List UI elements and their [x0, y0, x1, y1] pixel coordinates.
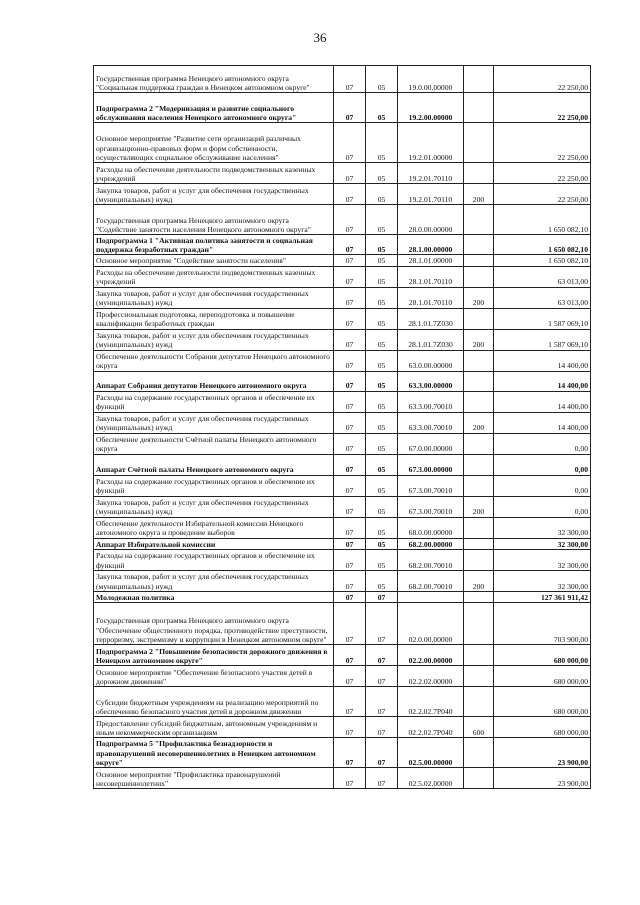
table-row — [94, 549, 591, 570]
expense-type-code-cell: 200 — [464, 184, 494, 205]
amount-cell: 14 400,00 — [494, 412, 591, 433]
target-item-code-cell: 68.0.00.00000 — [398, 517, 464, 538]
row-name-cell: Подпрограмма 5 "Профилактика безнадзорности и правонарушений несовершеннолетних в Ненецком автономном округе" — [94, 738, 334, 768]
section-code-cell: 07 — [334, 768, 366, 789]
table-row — [94, 391, 591, 412]
subsection-code-cell: 05 — [366, 538, 398, 549]
target-item-code-cell: 28.1.01.70110 — [398, 266, 464, 287]
amount-cell: 22 250,00 — [494, 66, 591, 93]
section-code-cell: 07 — [334, 350, 366, 371]
expense-type-code-cell — [464, 66, 494, 93]
expense-type-code-cell: 200 — [464, 329, 494, 350]
amount-cell: 63 013,00 — [494, 266, 591, 287]
table-row — [94, 235, 591, 255]
table-row — [94, 603, 591, 645]
row-name-cell: Государственная программа Ненецкого автономного округа "Социальная поддержка граждан в Ненецком автономном округе" — [94, 66, 334, 93]
row-name-cell: Расходы на обеспечение деятельности подведомственных казенных учреждений — [94, 266, 334, 287]
target-item-code-cell: 67.3.00.00000 — [398, 454, 464, 475]
subsection-code-cell: 05 — [366, 433, 398, 454]
expense-type-code-cell — [464, 454, 494, 475]
subsection-code-cell: 05 — [366, 496, 398, 517]
target-item-code-cell: 28.1.01.7Z030 — [398, 329, 464, 350]
table-row — [94, 255, 591, 266]
section-code-cell: 07 — [334, 308, 366, 329]
subsection-code-cell: 07 — [366, 603, 398, 645]
amount-cell: 1 650 082,10 — [494, 235, 591, 255]
table-row — [94, 538, 591, 549]
target-item-code-cell: 19.2.01.70110 — [398, 184, 464, 205]
budget-table-body — [94, 66, 591, 789]
subsection-code-cell: 05 — [366, 475, 398, 496]
row-name-cell: Государственная программа Ненецкого автономного округа "Обеспечение общественного порядка, противодействие преступности, терроризму, экстремизму и коррупции в Ненецком автономном округе" — [94, 603, 334, 645]
amount-cell: 14 400,00 — [494, 350, 591, 371]
target-item-code-cell: 67.3.00.70010 — [398, 475, 464, 496]
table-row — [94, 371, 591, 391]
subsection-code-cell: 05 — [366, 549, 398, 570]
subsection-code-cell: 05 — [366, 93, 398, 123]
section-code-cell: 07 — [334, 66, 366, 93]
subsection-code-cell: 05 — [366, 255, 398, 266]
table-row — [94, 645, 591, 666]
table-row — [94, 123, 591, 163]
table-row — [94, 287, 591, 308]
section-code-cell: 07 — [334, 287, 366, 308]
row-name-cell: Аппарат Собрания депутатов Ненецкого автономного округа — [94, 371, 334, 391]
expense-type-code-cell — [464, 235, 494, 255]
subsection-code-cell: 07 — [366, 687, 398, 717]
table-row — [94, 570, 591, 591]
target-item-code-cell: 63.3.00.00000 — [398, 371, 464, 391]
row-name-cell: Обеспечение деятельности Избирательной комиссии Ненецкого автономного округа и проведение выборов — [94, 517, 334, 538]
amount-cell: 32 300,00 — [494, 549, 591, 570]
section-code-cell: 07 — [334, 433, 366, 454]
amount-cell: 32 300,00 — [494, 538, 591, 549]
expense-type-code-cell — [464, 645, 494, 666]
section-code-cell: 07 — [334, 570, 366, 591]
row-name-cell: Закупка товаров, работ и услуг для обеспечения государственных (муниципальных) нужд — [94, 287, 334, 308]
section-code-cell: 07 — [334, 603, 366, 645]
expense-type-code-cell — [464, 308, 494, 329]
section-code-cell: 07 — [334, 235, 366, 255]
table-row — [94, 738, 591, 768]
row-name-cell: Молодежная политика — [94, 591, 334, 602]
target-item-code-cell: 19.2.01.00000 — [398, 123, 464, 163]
subsection-code-cell: 05 — [366, 235, 398, 255]
table-row — [94, 205, 591, 235]
row-name-cell: Аппарат Избирательной комиссии — [94, 538, 334, 549]
row-name-cell: Закупка товаров, работ и услуг для обеспечения государственных (муниципальных) нужд — [94, 184, 334, 205]
expense-type-code-cell — [464, 123, 494, 163]
row-name-cell: Субсидии бюджетным учреждениям на реализацию мероприятий по обеспечению безопасного участия детей в дорожном движении — [94, 687, 334, 717]
row-name-cell: Расходы на содержание государственных органов и обеспечение их функций — [94, 391, 334, 412]
row-name-cell: Закупка товаров, работ и услуг для обеспечения государственных (муниципальных) нужд — [94, 570, 334, 591]
table-row — [94, 475, 591, 496]
table-row — [94, 454, 591, 475]
subsection-code-cell: 07 — [366, 591, 398, 602]
expense-type-code-cell — [464, 549, 494, 570]
expense-type-code-cell — [464, 163, 494, 184]
subsection-code-cell: 07 — [366, 768, 398, 789]
subsection-code-cell: 07 — [366, 666, 398, 687]
amount-cell: 0,00 — [494, 496, 591, 517]
subsection-code-cell: 07 — [366, 717, 398, 738]
row-name-cell: Расходы на содержание государственных органов и обеспечение их функций — [94, 475, 334, 496]
amount-cell: 1 650 082,10 — [494, 255, 591, 266]
table-row — [94, 591, 591, 602]
amount-cell: 680 000,00 — [494, 666, 591, 687]
section-code-cell: 07 — [334, 549, 366, 570]
target-item-code-cell: 68.2.00.70010 — [398, 549, 464, 570]
section-code-cell: 07 — [334, 496, 366, 517]
target-item-code-cell: 68.2.00.70010 — [398, 570, 464, 591]
subsection-code-cell: 05 — [366, 184, 398, 205]
table-row — [94, 93, 591, 123]
amount-cell: 703 900,00 — [494, 603, 591, 645]
target-item-code-cell: 02.2.02.7P040 — [398, 717, 464, 738]
subsection-code-cell: 05 — [366, 123, 398, 163]
target-item-code-cell: 19.2.00.00000 — [398, 93, 464, 123]
subsection-code-cell: 05 — [366, 308, 398, 329]
row-name-cell: Закупка товаров, работ и услуг для обеспечения государственных (муниципальных) нужд — [94, 329, 334, 350]
target-item-code-cell: 02.5.00.00000 — [398, 738, 464, 768]
section-code-cell: 07 — [334, 591, 366, 602]
table-row — [94, 66, 591, 93]
expense-type-code-cell: 600 — [464, 717, 494, 738]
amount-cell: 1 587 069,10 — [494, 329, 591, 350]
row-name-cell: Закупка товаров, работ и услуг для обеспечения государственных (муниципальных) нужд — [94, 496, 334, 517]
row-name-cell: Основное мероприятие "Профилактика правонарушений несовершеннолетних" — [94, 768, 334, 789]
row-name-cell: Обеспечение деятельности Собрания депутатов Ненецкого автономного округа — [94, 350, 334, 371]
section-code-cell: 07 — [334, 645, 366, 666]
subsection-code-cell: 05 — [366, 570, 398, 591]
table-row — [94, 433, 591, 454]
subsection-code-cell: 05 — [366, 350, 398, 371]
table-row — [94, 184, 591, 205]
row-name-cell: Основное мероприятие "Развитие сети организаций различных организационно-правовых форм и форм собственности, осуществляющих социальное обслуживание населения" — [94, 123, 334, 163]
section-code-cell: 07 — [334, 123, 366, 163]
section-code-cell: 07 — [334, 717, 366, 738]
section-code-cell: 07 — [334, 517, 366, 538]
amount-cell: 14 400,00 — [494, 391, 591, 412]
amount-cell: 680 000,00 — [494, 717, 591, 738]
amount-cell: 1 587 069,10 — [494, 308, 591, 329]
amount-cell: 23 900,00 — [494, 738, 591, 768]
target-item-code-cell: 02.2.02.00000 — [398, 666, 464, 687]
expense-type-code-cell — [464, 687, 494, 717]
amount-cell: 32 300,00 — [494, 570, 591, 591]
expense-type-code-cell — [464, 266, 494, 287]
section-code-cell: 07 — [334, 391, 366, 412]
table-row — [94, 717, 591, 738]
page-number: 36 — [313, 30, 327, 45]
target-item-code-cell: 02.2.00.00000 — [398, 645, 464, 666]
section-code-cell: 07 — [334, 329, 366, 350]
target-item-code-cell: 67.3.00.70010 — [398, 496, 464, 517]
row-name-cell: Расходы на обеспечение деятельности подведомственных казенных учреждений — [94, 163, 334, 184]
target-item-code-cell: 02.2.02.7P040 — [398, 687, 464, 717]
target-item-code-cell: 28.1.01.00000 — [398, 255, 464, 266]
table-row — [94, 666, 591, 687]
table-row — [94, 496, 591, 517]
subsection-code-cell: 05 — [366, 371, 398, 391]
subsection-code-cell: 07 — [366, 645, 398, 666]
subsection-code-cell: 05 — [366, 287, 398, 308]
section-code-cell: 07 — [334, 666, 366, 687]
section-code-cell: 07 — [334, 93, 366, 123]
row-name-cell: Закупка товаров, работ и услуг для обеспечения государственных (муниципальных) нужд — [94, 412, 334, 433]
table-row — [94, 266, 591, 287]
expense-type-code-cell — [464, 538, 494, 549]
target-item-code-cell: 19.0.00.00000 — [398, 66, 464, 93]
subsection-code-cell: 05 — [366, 454, 398, 475]
expense-type-code-cell — [464, 603, 494, 645]
subsection-code-cell: 05 — [366, 66, 398, 93]
amount-cell: 127 361 911,42 — [494, 591, 591, 602]
subsection-code-cell: 05 — [366, 163, 398, 184]
amount-cell: 680 000,00 — [494, 645, 591, 666]
amount-cell: 14 400,00 — [494, 371, 591, 391]
target-item-code-cell: 63.0.00.00000 — [398, 350, 464, 371]
target-item-code-cell: 19.2.01.70110 — [398, 163, 464, 184]
expense-type-code-cell — [464, 768, 494, 789]
section-code-cell: 07 — [334, 738, 366, 768]
row-name-cell: Обеспечение деятельности Счётной палаты Ненецкого автономного округа — [94, 433, 334, 454]
expense-type-code-cell — [464, 371, 494, 391]
target-item-code-cell: 28.1.01.7Z030 — [398, 308, 464, 329]
subsection-code-cell: 05 — [366, 517, 398, 538]
amount-cell: 1 650 082,10 — [494, 205, 591, 235]
budget-table — [93, 65, 591, 789]
amount-cell: 0,00 — [494, 433, 591, 454]
table-row — [94, 517, 591, 538]
section-code-cell: 07 — [334, 371, 366, 391]
subsection-code-cell: 05 — [366, 329, 398, 350]
amount-cell: 63 013,00 — [494, 287, 591, 308]
expense-type-code-cell — [464, 350, 494, 371]
expense-type-code-cell — [464, 255, 494, 266]
amount-cell: 22 250,00 — [494, 93, 591, 123]
section-code-cell: 07 — [334, 205, 366, 235]
target-item-code-cell: 68.2.00.00000 — [398, 538, 464, 549]
subsection-code-cell: 07 — [366, 738, 398, 768]
expense-type-code-cell — [464, 93, 494, 123]
section-code-cell: 07 — [334, 454, 366, 475]
expense-type-code-cell: 200 — [464, 496, 494, 517]
section-code-cell: 07 — [334, 687, 366, 717]
row-name-cell: Аппарат Счётной палаты Ненецкого автономного округа — [94, 454, 334, 475]
expense-type-code-cell — [464, 591, 494, 602]
row-name-cell: Основное мероприятие "Содействие занятости населения" — [94, 255, 334, 266]
target-item-code-cell: 28.0.00.00000 — [398, 205, 464, 235]
expense-type-code-cell — [464, 475, 494, 496]
section-code-cell: 07 — [334, 255, 366, 266]
target-item-code-cell: 63.3.00.70010 — [398, 391, 464, 412]
subsection-code-cell: 05 — [366, 266, 398, 287]
expense-type-code-cell: 200 — [464, 570, 494, 591]
target-item-code-cell: 02.0.00.00000 — [398, 603, 464, 645]
expense-type-code-cell — [464, 517, 494, 538]
expense-type-code-cell — [464, 738, 494, 768]
table-row — [94, 163, 591, 184]
amount-cell: 23 900,00 — [494, 768, 591, 789]
table-row — [94, 350, 591, 371]
target-item-code-cell — [398, 591, 464, 602]
expense-type-code-cell — [464, 433, 494, 454]
expense-type-code-cell — [464, 666, 494, 687]
subsection-code-cell: 05 — [366, 205, 398, 235]
expense-type-code-cell: 200 — [464, 287, 494, 308]
subsection-code-cell: 05 — [366, 412, 398, 433]
row-name-cell: Подпрограмма 2 "Повышение безопасности дорожного движения в Ненецком автономном округе" — [94, 645, 334, 666]
amount-cell: 32 300,00 — [494, 517, 591, 538]
table-row — [94, 329, 591, 350]
row-name-cell: Расходы на содержание государственных органов и обеспечение их функций — [94, 549, 334, 570]
section-code-cell: 07 — [334, 412, 366, 433]
target-item-code-cell: 02.5.02.00000 — [398, 768, 464, 789]
target-item-code-cell: 28.1.01.70110 — [398, 287, 464, 308]
row-name-cell: Предоставление субсидий бюджетным, автономным учреждениям и иным некоммерческим организациям — [94, 717, 334, 738]
row-name-cell: Подпрограмма 2 "Модернизация и развитие социального обслуживания населения Ненецкого автономного округа" — [94, 93, 334, 123]
expense-type-code-cell — [464, 391, 494, 412]
table-row — [94, 687, 591, 717]
row-name-cell: Государственная программа Ненецкого автономного округа "Содействие занятости населения Ненецкого автономного округа" — [94, 205, 334, 235]
row-name-cell: Подпрограмма 1 "Активная политика занятости и социальная поддержка безработных граждан" — [94, 235, 334, 255]
row-name-cell: Профессиональная подготовка, переподготовка и повышение квалификации безработных граждан — [94, 308, 334, 329]
section-code-cell: 07 — [334, 184, 366, 205]
expense-type-code-cell: 200 — [464, 412, 494, 433]
amount-cell: 22 250,00 — [494, 163, 591, 184]
subsection-code-cell: 05 — [366, 391, 398, 412]
section-code-cell: 07 — [334, 266, 366, 287]
amount-cell: 680 000,00 — [494, 687, 591, 717]
amount-cell: 0,00 — [494, 475, 591, 496]
section-code-cell: 07 — [334, 163, 366, 184]
table-row — [94, 768, 591, 789]
target-item-code-cell: 63.3.00.70010 — [398, 412, 464, 433]
row-name-cell: Основное мероприятие "Обеспечение безопасного участия детей в дорожном движении" — [94, 666, 334, 687]
table-row — [94, 412, 591, 433]
target-item-code-cell: 28.1.00.00000 — [398, 235, 464, 255]
amount-cell: 22 250,00 — [494, 184, 591, 205]
section-code-cell: 07 — [334, 475, 366, 496]
amount-cell: 22 250,00 — [494, 123, 591, 163]
amount-cell: 0,00 — [494, 454, 591, 475]
expense-type-code-cell — [464, 205, 494, 235]
table-row — [94, 308, 591, 329]
section-code-cell: 07 — [334, 538, 366, 549]
target-item-code-cell: 67.0.00.00000 — [398, 433, 464, 454]
